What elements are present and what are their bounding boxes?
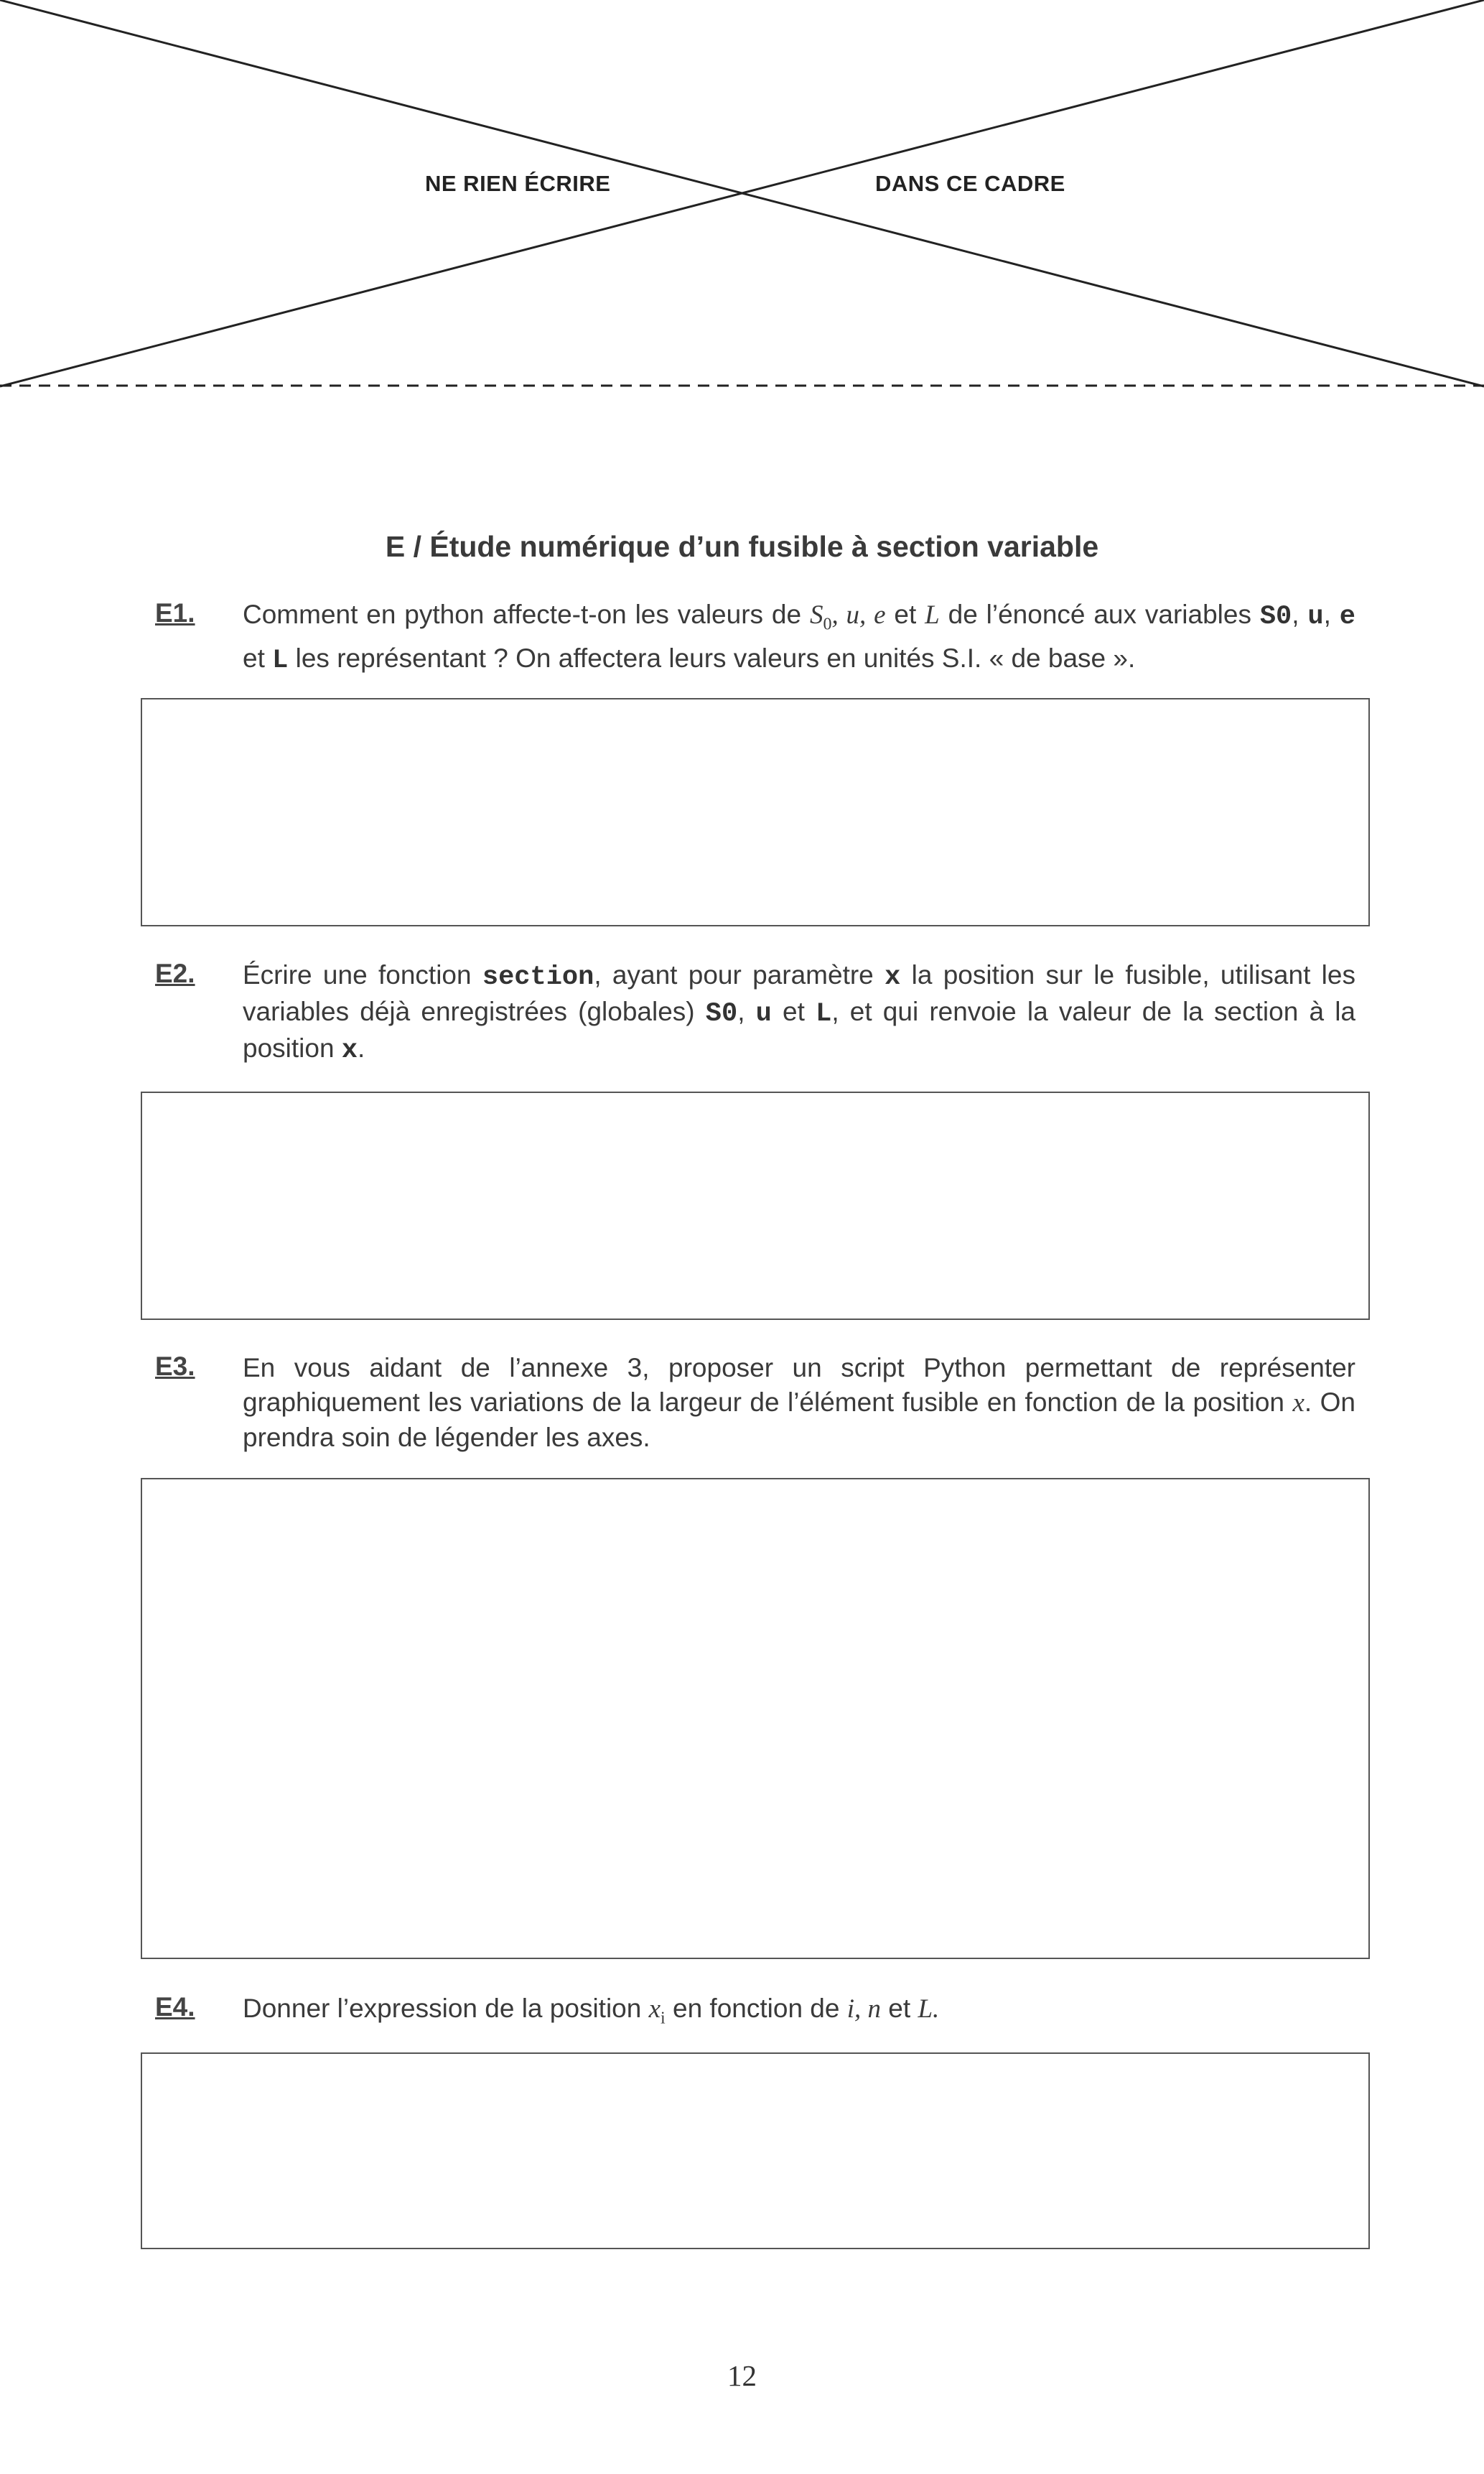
question-text-e2: Écrire une fonction section, ayant pour paramètre x la position sur le fusible, utilisant les variables déjà enregistrées (globales) S0, u et L, et qui renvoie la valeur de la section à la position x.	[243, 960, 1356, 1066]
question-text-e4: Donner l’expression de la position $x_i$ en fonction de i, n et L.	[243, 1994, 940, 2028]
answer-box-e4[interactable]	[141, 2052, 1370, 2249]
question-label-e2: E2.	[155, 959, 195, 988]
page-number: 12	[727, 2359, 757, 2392]
header-right-text: DANS CE CADRE	[875, 171, 1065, 196]
header-left-text: NE RIEN ÉCRIRE	[425, 171, 611, 196]
answer-box-e1[interactable]	[141, 698, 1370, 926]
answer-box-e3[interactable]	[141, 1478, 1370, 1959]
question-text-e1: Comment en python affecte-t-on les valeurs de $S_0$, u, e et L de l’énoncé aux variables S0, u, e et L les représentant ? On affectera leurs valeurs en unités S.I. « de base ».	[243, 600, 1355, 676]
question-label-e1: E1.	[155, 598, 195, 628]
answer-box-e2[interactable]	[141, 1092, 1370, 1320]
question-label-e4: E4.	[155, 1992, 195, 2022]
section-title: E / Étude numérique d’un fusible à section variable	[385, 530, 1099, 563]
header-no-write-frame	[0, 0, 1484, 391]
question-label-e3: E3.	[155, 1352, 195, 1381]
question-text-e3: En vous aidant de l’annexe 3, proposer un script Python permettant de représenter graphiquement les variations de la largeur de l’élément fusible en fonction de la position x. On prendra soin de légender les axes.	[243, 1353, 1355, 1452]
